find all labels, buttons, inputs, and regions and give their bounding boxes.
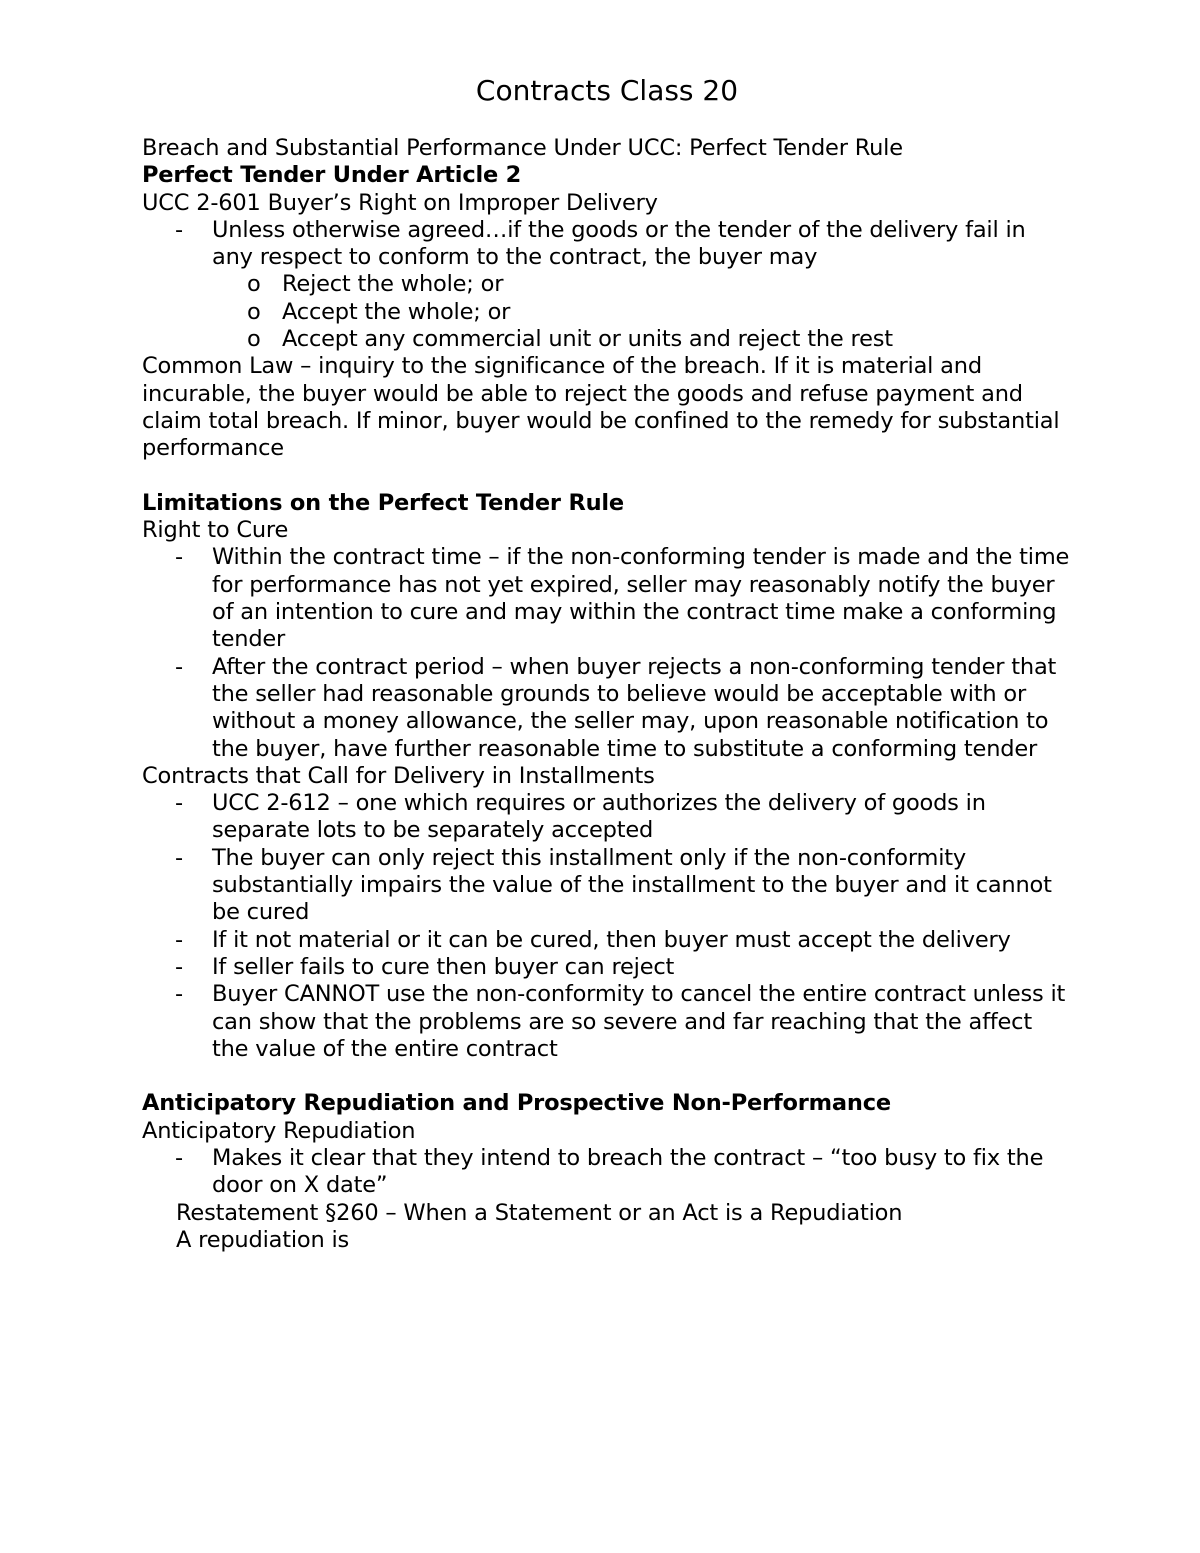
dash-bullet: - bbox=[175, 953, 183, 980]
list-item-text: Accept any commercial unit or units and reject the rest bbox=[282, 326, 893, 353]
list-item bbox=[142, 790, 1072, 845]
document-subtitle: Breach and Substantial Performance Under UCC: Perfect Tender Rule bbox=[142, 135, 903, 161]
list-item-text: UCC 2-612 – one which requires or authorizes the delivery of goods in separate lots to be separately accepted bbox=[212, 790, 986, 844]
list-item bbox=[142, 981, 1072, 1063]
dash-bullet: - bbox=[175, 926, 183, 953]
dash-list bbox=[142, 544, 1072, 762]
dash-list bbox=[142, 217, 1072, 272]
list-item-text: Accept the whole; or bbox=[282, 298, 511, 325]
common-law-paragraph: Common Law – inquiry to the significance of the breach. If it is material and incurable, the buyer would be able to reject the goods and refuse payment and claim total breach. If minor, buyer would be confined to the remedy for substantial performance bbox=[142, 353, 1060, 462]
subheading-installments: Contracts that Call for Delivery in Installments bbox=[142, 762, 655, 789]
list-item-text: Makes it clear that they intend to breach the contract – “too busy to fix the door on X date” bbox=[212, 1144, 1044, 1199]
list-item bbox=[142, 927, 1072, 954]
circle-bullet: o bbox=[247, 326, 261, 353]
list-item bbox=[142, 954, 1072, 981]
dash-bullet: - bbox=[175, 981, 183, 1008]
dash-list bbox=[142, 1145, 1072, 1200]
restatement-line: Restatement §260 – When a Statement or an Act is a Repudiation bbox=[176, 1199, 903, 1226]
dash-bullet: - bbox=[175, 844, 183, 871]
list-item bbox=[142, 299, 1072, 326]
list-item-text: After the contract period – when buyer rejects a non-conforming tender that the seller had reasonable grounds to believe would be acceptable with or without a money allowance, the seller may, upon reasonable notification to the buyer, have further reasonable time to substitute a conforming tender bbox=[212, 653, 1057, 762]
dash-list bbox=[142, 790, 1072, 1063]
list-item bbox=[142, 1145, 1072, 1200]
list-item-text: If it not material or it can be cured, then buyer must accept the delivery bbox=[212, 926, 1011, 953]
list-item bbox=[142, 544, 1072, 653]
dash-bullet: - bbox=[175, 1144, 183, 1171]
list-item-text: Reject the whole; or bbox=[282, 271, 504, 298]
list-item-text: Within the contract time – if the non-conforming tender is made and the time for performance has not yet expired, seller may reasonably notify the buyer of an intention to cure and may within the contract time make a conforming tender bbox=[212, 544, 1070, 653]
list-item bbox=[142, 217, 1072, 272]
list-item bbox=[142, 654, 1072, 763]
circle-bullet: o bbox=[247, 271, 261, 298]
list-item bbox=[142, 845, 1072, 927]
subheading-right-to-cure: Right to Cure bbox=[142, 517, 289, 544]
dash-bullet: - bbox=[175, 790, 183, 817]
list-item-text: Buyer CANNOT use the non-conformity to cancel the entire contract unless it can show that the problems are so severe and far reaching that the affect the value of the entire contract bbox=[212, 981, 1066, 1062]
section-heading-anticipatory-repudiation: Anticipatory Repudiation and Prospective Non-Performance bbox=[142, 1090, 891, 1117]
list-item-text: Unless otherwise agreed…if the goods or the tender of the delivery fail in any respect to conform to the contract, the buyer may bbox=[212, 216, 1026, 271]
list-item bbox=[142, 271, 1072, 298]
list-item bbox=[142, 326, 1072, 353]
list-item-text: If seller fails to cure then buyer can reject bbox=[212, 953, 675, 980]
repudiation-line: A repudiation is bbox=[176, 1226, 350, 1253]
document-body bbox=[142, 71, 1072, 1254]
circle-bullet: o bbox=[247, 298, 261, 325]
blank-line bbox=[142, 1063, 1072, 1090]
page-title: Contracts Class 20 bbox=[475, 74, 739, 107]
dash-bullet: - bbox=[175, 216, 183, 243]
dash-bullet: - bbox=[175, 544, 183, 571]
sub-list bbox=[142, 271, 1072, 353]
section-heading-limitations: Limitations on the Perfect Tender Rule bbox=[142, 489, 624, 516]
blank-line bbox=[142, 463, 1072, 490]
list-item-text: The buyer can only reject this installment only if the non-conformity substantially impairs the value of the installment to the buyer and it cannot be cured bbox=[212, 844, 1052, 926]
dash-bullet: - bbox=[175, 653, 183, 680]
subheading-ucc-2-601: UCC 2-601 Buyer’s Right on Improper Delivery bbox=[142, 189, 658, 216]
subheading-anticipatory-repudiation: Anticipatory Repudiation bbox=[142, 1117, 416, 1144]
section-heading-perfect-tender: Perfect Tender Under Article 2 bbox=[142, 162, 522, 189]
